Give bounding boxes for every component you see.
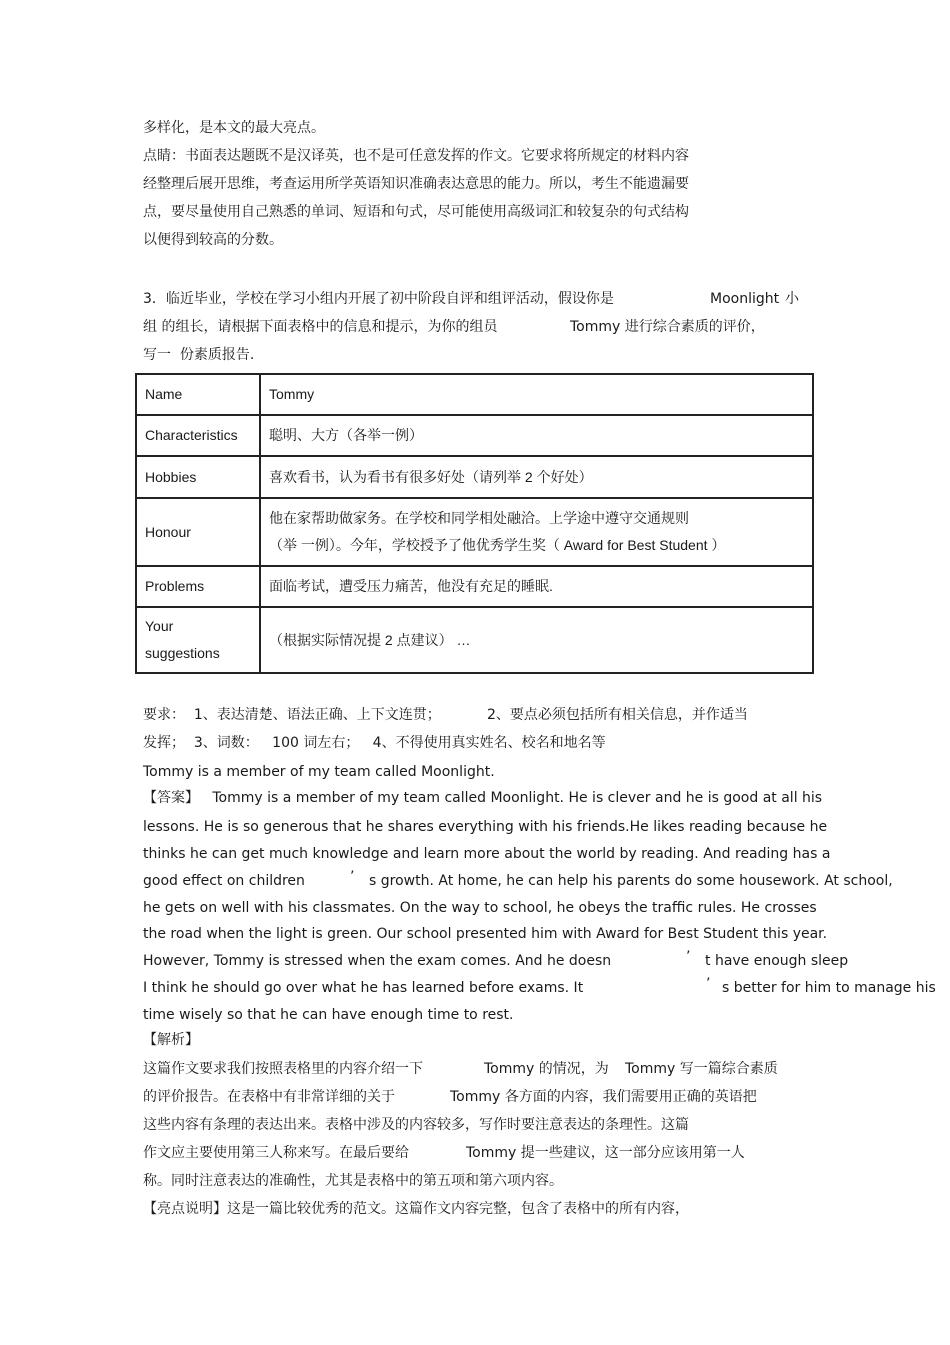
answer-line: 【答案】 Tommy is a member of my team called Moonlight. He is clever and he is good at all his [143,790,823,806]
analysis-line: 称。同时注意表达的准确性，尤其是表格中的第五项和第六项内容。 [143,1173,563,1189]
answer-line: time wisely so that he can have enough time to rest. [143,1007,514,1023]
answer-line: thinks he can get much knowledge and learn more about the world by reading. And reading has a [143,846,831,862]
table-label: Characteristics [136,415,260,456]
analysis-line: 【亮点说明】这是一篇比较优秀的范文。这篇作文内容完整，包含了表格中的所有内容， [143,1201,689,1217]
answer-text: However, Tommy is stressed when the exam comes. And he doesn [143,953,612,969]
table-value [260,498,813,566]
table-value: 面临考试，遭受压力痛苦，他没有充足的睡眠. [260,566,813,607]
requirements-line: 发挥； 3、词数： 100 词左右； 4、不得使用真实姓名、校名和地名等 [143,735,606,751]
table-row [136,566,813,607]
requirements-line: Tommy is a member of my team called Moonlight. [143,764,495,780]
table-label-line: suggestions [145,645,220,661]
analysis-text: Tommy 的情况，为 [484,1061,609,1077]
analysis-text: Tommy 各方面的内容，我们需要用正确的英语把 [450,1089,757,1105]
text-line: 经整理后展开思维，考查运用所学英语知识准确表达意思的能力。所以，考生不能遗漏要 [143,176,689,192]
answer-text: I think he should go over what he has learned before exams. It [143,980,584,996]
question-text: 组 的组长，请根据下面表格中的信息和提示，为你的组员 [143,319,498,335]
text-line: 点睛：书面表达题既不是汉译英，也不是可任意发挥的作文。它要求将所规定的材料内容 [143,148,689,164]
answer-line: lessons. He is so generous that he shares everything with his friends.He likes reading because he [143,819,828,835]
answer-line: he gets on well with his classmates. On the way to school, he obeys the traffic rules. He crosses [143,900,817,916]
table-value-line: （举 一例）。今年，学校授予了他优秀学生奖（ Award for Best Student ） [269,537,726,553]
table-value: （根据实际情况提 2 点建议） … [260,607,813,673]
table-row [136,498,813,566]
analysis-text: 的评价报告。在表格中有非常详细的关于 [143,1089,395,1105]
info-table [135,373,814,674]
apostrophe: ’ [686,949,691,965]
answer-line: the road when the light is green. Our school presented him with Award for Best Student this year. [143,926,828,942]
apostrophe: ’ [706,976,711,992]
requirements-text: 2、要点必须包括所有相关信息，并作适当 [487,707,748,723]
table-value: 聪明、大方（各举一例） [260,415,813,456]
table-value-line: 他在家帮助做家务。在学校和同学相处融洽。上学途中遵守交通规则 [269,510,689,526]
table-label: Honour [136,498,260,566]
answer-text: s growth. At home, he can help his parents do some housework. At school, [369,873,893,889]
table-value: Tommy [260,374,813,415]
table-label: Name [136,374,260,415]
table-label: Problems [136,566,260,607]
table-label: Hobbies [136,456,260,498]
name-moonlight: Moonlight [710,291,780,307]
answer-text: s better for him to manage his [722,980,936,996]
analysis-line: 这些内容有条理的表达出来。表格中涉及的内容较多，写作时要注意表达的条理性。这篇 [143,1117,689,1133]
table-label [136,607,260,673]
table-value: 喜欢看书，认为看书有很多好处（请列举 2 个好处） [260,456,813,498]
question-text: 3．临近毕业，学校在学习小组内开展了初中阶段自评和组评活动，假设你是 [143,291,614,307]
analysis-text: 这篇作文要求我们按照表格里的内容介绍一下 [143,1061,423,1077]
table-row [136,374,813,415]
analysis-text: Tommy 写一篇综合素质 [625,1061,778,1077]
table-row [136,607,813,673]
text-line: 以便得到较高的分数。 [143,232,283,248]
table-row [136,415,813,456]
table-row [136,456,813,498]
analysis-heading: 【解析】 [143,1032,199,1048]
text-line: 多样化，是本文的最大亮点。 [143,120,325,136]
answer-text: t have enough sleep [705,953,849,969]
question-line: 写一 份素质报告. [143,347,255,363]
name-tommy: Tommy 进行综合素质的评价， [570,319,765,335]
answer-text: good effect on children [143,873,305,889]
requirements-text: 要求： 1、表达清楚、语法正确、上下文连贯； [143,707,441,723]
analysis-text: 作文应主要使用第三人称来写。在最后要给 [143,1145,409,1161]
apostrophe: ’ [350,869,355,885]
table-label-line: Your [145,618,174,634]
text-line: 点，要尽量使用自己熟悉的单词、短语和句式，尽可能使用高级词汇和较复杂的句式结构 [143,204,689,220]
analysis-text: Tommy 提一些建议，这一部分应该用第一人 [466,1145,745,1161]
question-text-end: 小 [785,291,799,307]
